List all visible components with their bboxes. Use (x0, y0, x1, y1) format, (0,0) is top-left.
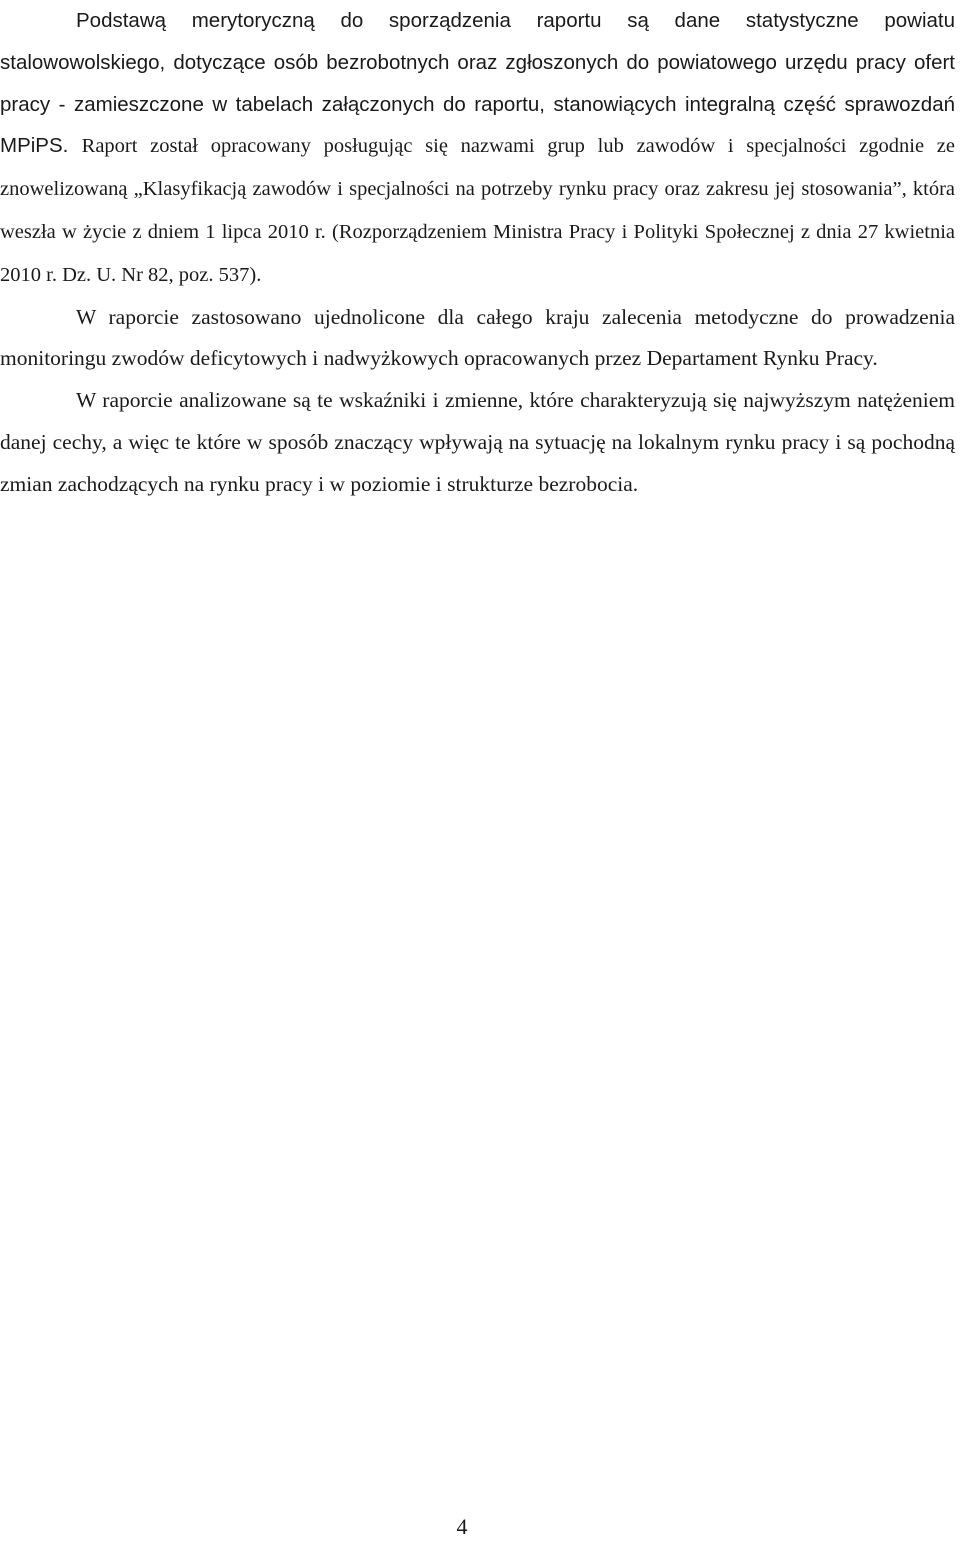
paragraph-classification-text: Raport został opracowany posługując się nazwami grup lub zawodów i specjalności zgodnie ze znowelizowaną „Klasyfikacją zawodów i specjalności na potrzeby rynku pracy oraz zakresu jej stosowania”, która weszła w życie z dniem 1 lipca 2010 r. (Rozporządzeniem Ministra Pracy i Polityki Społecznej z dnia 27 kwietnia 2010 r. Dz. U. Nr 82, poz. 537). (0, 135, 955, 286)
paragraph-data-basis-text: Podstawą merytoryczną do sporządzenia raportu są dane statystyczne powiatu stalowowolskiego, dotyczące osób bezrobotnych oraz zgłoszonych do powiatowego urzędu pracy ofert pracy - zamieszczone w tabelach załączonych do raportu, stanowiących integralną część sprawozdań MPiPS. (0, 9, 955, 158)
body-text (0, 0, 955, 506)
paragraph-indicators: W raporcie analizowane są te wskaźniki i zmienne, które charakteryzują się najwyższym natężeniem danej cechy, a więc te które w sposób znaczący wpływają na sytuację na lokalnym rynku pracy i są pochodną zmian zachodzących na rynku pracy i w poziomie i strukturze bezrobocia. (0, 388, 955, 496)
paragraph-data-basis (0, 0, 955, 297)
page-number: 4 (456, 1514, 468, 1539)
paragraph-methodology: W raporcie zastosowano ujednolicone dla całego kraju zalecenia metodyczne do prowadzenia monitoringu zwodów deficytowych i nadwyżkowych opracowanych przez Departament Rynku Pracy. (0, 304, 955, 371)
